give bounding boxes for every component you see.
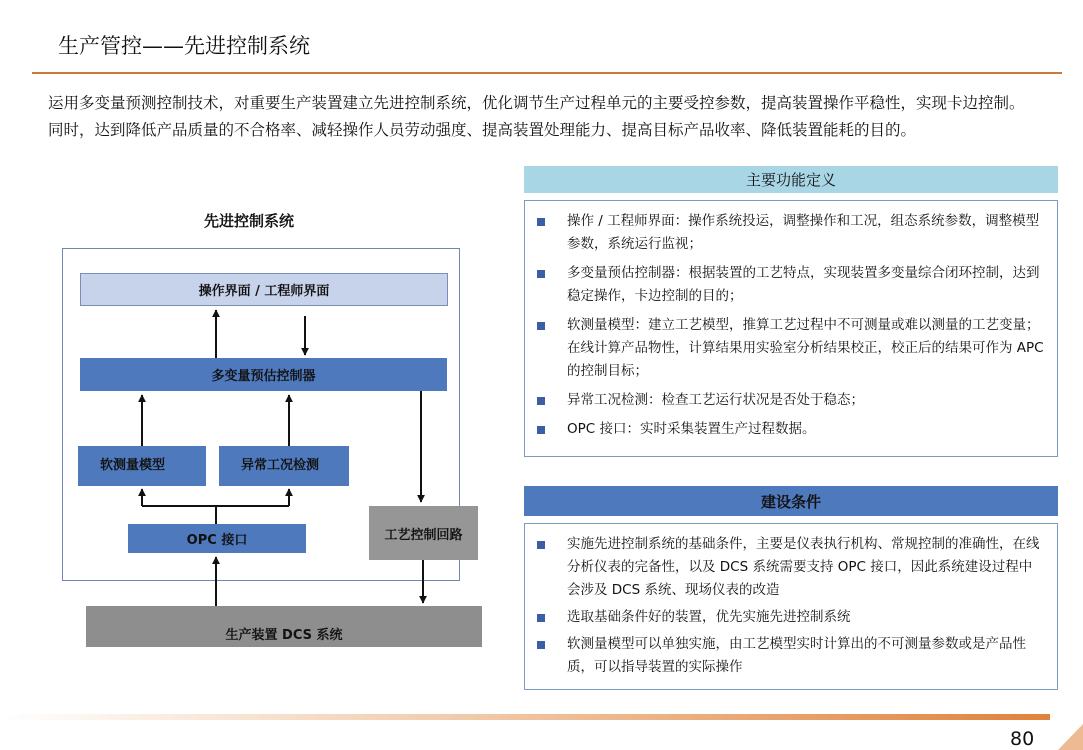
list-item: 多变量预估控制器：根据装置的工艺特点，实现装置多变量综合闭环控制，达到稳定操作，卡边控制的目的； (525, 262, 1057, 308)
page-number: 80 (1010, 728, 1035, 750)
conditions-header: 建设条件 (524, 486, 1058, 516)
list-item: 操作 / 工程师界面：操作系统投运，调整操作和工况，组态系统参数，调整模型参数，系统运行监视； (525, 210, 1057, 256)
diagram-title: 先进控制系统 (204, 212, 295, 230)
title-divider (32, 72, 1062, 74)
dcs-system-box: 生产装置 DCS 系统 (86, 606, 482, 647)
bullet-square-icon (537, 426, 545, 434)
list-item: 实施先进控制系统的基础条件，主要是仪表执行机构、常规控制的准确性，在线分析仪表的完备性，以及 DCS 系统需要支持 OPC 接口，因此系统建设过程中会涉及 DCS 系统、现场仪表的改造 (525, 533, 1057, 602)
functions-header: 主要功能定义 (524, 166, 1058, 193)
bullet-square-icon (537, 270, 545, 278)
bullet-square-icon (537, 614, 545, 622)
list-item: 选取基础条件好的装置，优先实施先进控制系统 (525, 606, 1057, 629)
list-item: 软测量模型：建立工艺模型，推算工艺过程中不可测量或难以测量的工艺变量；在线计算产品物性，计算结果用实验室分析结果校正，校正后的结果可作为 APC 的控制目标； (525, 314, 1057, 383)
footer-bar (0, 714, 1050, 720)
control-loop-box: 工艺控制回路 (369, 506, 478, 560)
soft-sensor-box: 软测量模型 (78, 446, 206, 486)
corner-decoration-icon (1052, 718, 1083, 750)
operator-interface-box: 操作界面 / 工程师界面 (80, 273, 448, 306)
functions-panel (524, 200, 1058, 457)
mpc-controller-box: 多变量预估控制器 (80, 358, 447, 391)
opc-interface-box: OPC 接口 (128, 524, 306, 553)
bullet-square-icon (537, 218, 545, 226)
bullet-square-icon (537, 541, 545, 549)
abnormal-detection-box: 异常工况检测 (219, 446, 349, 486)
conditions-panel (524, 523, 1058, 690)
list-item: 异常工况检测：检查工艺运行状况是否处于稳态； (525, 389, 1057, 412)
bullet-square-icon (537, 641, 545, 649)
list-item: 软测量模型可以单独实施，由工艺模型实时计算出的不可测量参数或是产品性质，可以指导装置的实际操作 (525, 633, 1057, 679)
intro-paragraph: 运用多变量预测控制技术，对重要生产装置建立先进控制系统，优化调节生产过程单元的主要受控参数，提高装置操作平稳性，实现卡边控制。同时，达到降低产品质量的不合格率、减轻操作人员劳动强度、提高装置处理能力、提高目标产品收率、降低装置能耗的目的。 (48, 94, 1025, 139)
list-item: OPC 接口：实时采集装置生产过程数据。 (525, 418, 1057, 441)
slide-title: 生产管控——先进控制系统 (58, 34, 310, 58)
bullet-square-icon (537, 322, 545, 330)
bullet-square-icon (537, 397, 545, 405)
